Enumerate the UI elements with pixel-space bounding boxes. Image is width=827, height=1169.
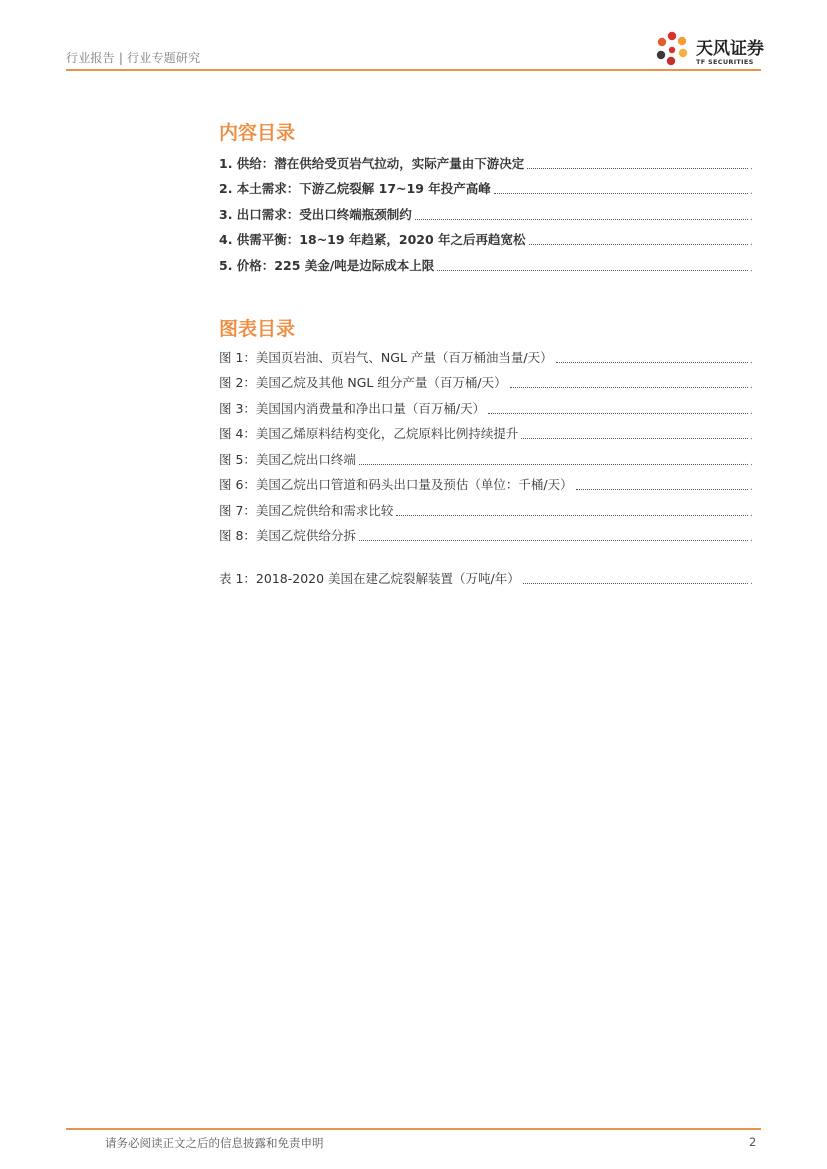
toc-page-number: .: [750, 263, 753, 274]
figure-entry[interactable]: [219, 340, 753, 366]
tables-list: [219, 561, 753, 587]
toc-page-number: .: [750, 508, 753, 519]
toc-entry-text: 3. 出口需求：受出口终端瓶颈制约: [219, 206, 412, 222]
figures-title: 图表目录: [219, 318, 296, 340]
toc-page-number: .: [750, 238, 753, 248]
figure-entry[interactable]: [219, 391, 753, 417]
toc-leader-dots: [415, 219, 748, 220]
toc-page-number: .: [750, 432, 753, 442]
figure-entry-text: 图 6：美国乙烷出口管道和码头出口量及预估（单位：千桶/天）: [219, 477, 573, 492]
figures-list: [219, 340, 753, 544]
table-entry-text: 表 1：2018-2020 美国在建乙烷裂解装置（万吨/年）: [219, 570, 520, 586]
figure-entry[interactable]: [219, 442, 753, 468]
logo-chinese-text: 天风证券: [696, 39, 764, 59]
header-breadcrumb: 行业报告 | 行业专题研究: [66, 51, 201, 65]
contents-list: [219, 146, 753, 274]
toc-page-number: .: [750, 355, 753, 366]
toc-page-number: .: [750, 212, 753, 223]
toc-page-number: .: [750, 406, 753, 417]
toc-entry-text: 5. 价格：225 美金/吨是边际成本上限: [219, 257, 435, 273]
toc-leader-dots: [359, 464, 748, 465]
figure-entry[interactable]: [219, 366, 753, 392]
toc-entry[interactable]: [219, 146, 753, 172]
figure-entry-text: 图 7：美国乙烷供给和需求比较: [219, 502, 394, 518]
toc-leader-dots: [494, 193, 748, 194]
footer-disclaimer: 请务必阅读正文之后的信息披露和免责申明: [105, 1136, 324, 1150]
toc-entry-text: 1. 供给：潜在供给受页岩气拉动，实际产量由下游决定: [219, 155, 525, 171]
page-number: 2: [749, 1135, 757, 1149]
footer-divider: [66, 1128, 761, 1130]
figure-entry[interactable]: [219, 519, 753, 545]
figure-entry[interactable]: [219, 493, 753, 519]
figure-entry[interactable]: [219, 417, 753, 443]
header-divider: [66, 69, 761, 71]
toc-leader-dots: [556, 362, 748, 363]
table-entry[interactable]: [219, 561, 753, 587]
toc-page-number: .: [750, 534, 753, 544]
toc-page-number: .: [750, 576, 753, 587]
figure-entry-text: 图 8：美国乙烷供给分拆: [219, 528, 356, 543]
toc-leader-dots: [437, 270, 748, 271]
toc-leader-dots: [488, 413, 748, 414]
figure-entry[interactable]: [219, 468, 753, 494]
toc-leader-dots: [576, 489, 748, 490]
toc-entry[interactable]: [219, 223, 753, 249]
contents-title: 内容目录: [219, 122, 296, 144]
toc-page-number: .: [750, 161, 753, 172]
figure-entry-text: 图 1：美国页岩油、页岩气、NGL 产量（百万桶油当量/天）: [219, 349, 553, 365]
toc-leader-dots: [510, 387, 748, 388]
figure-entry-text: 图 3：美国国内消费量和净出口量（百万桶/天）: [219, 400, 486, 416]
toc-entry-text: 4. 供需平衡：18~19 年趋紧，2020 年之后再趋宽松: [219, 232, 526, 247]
toc-leader-dots: [359, 540, 748, 541]
toc-page-number: .: [750, 381, 753, 391]
toc-entry-text: 2. 本土需求：下游乙烷裂解 17~19 年投产高峰: [219, 181, 491, 196]
toc-page-number: .: [750, 457, 753, 468]
toc-entry[interactable]: [219, 172, 753, 198]
figure-entry-text: 图 5：美国乙烷出口终端: [219, 451, 356, 467]
toc-leader-dots: [396, 515, 748, 516]
company-logo: [650, 28, 762, 72]
toc-entry[interactable]: [219, 248, 753, 274]
toc-leader-dots: [523, 583, 748, 584]
toc-leader-dots: [529, 244, 748, 245]
figure-entry-text: 图 2：美国乙烷及其他 NGL 组分产量（百万桶/天）: [219, 375, 507, 390]
figure-entry-text: 图 4：美国乙烯原料结构变化，乙烷原料比例持续提升: [219, 426, 519, 441]
toc-page-number: .: [750, 483, 753, 493]
toc-leader-dots: [521, 438, 748, 439]
toc-leader-dots: [527, 168, 748, 169]
toc-entry[interactable]: [219, 197, 753, 223]
logo-flower-icon: [650, 28, 694, 72]
logo-english-text: TF SECURITIES: [696, 58, 754, 66]
toc-page-number: .: [750, 187, 753, 197]
